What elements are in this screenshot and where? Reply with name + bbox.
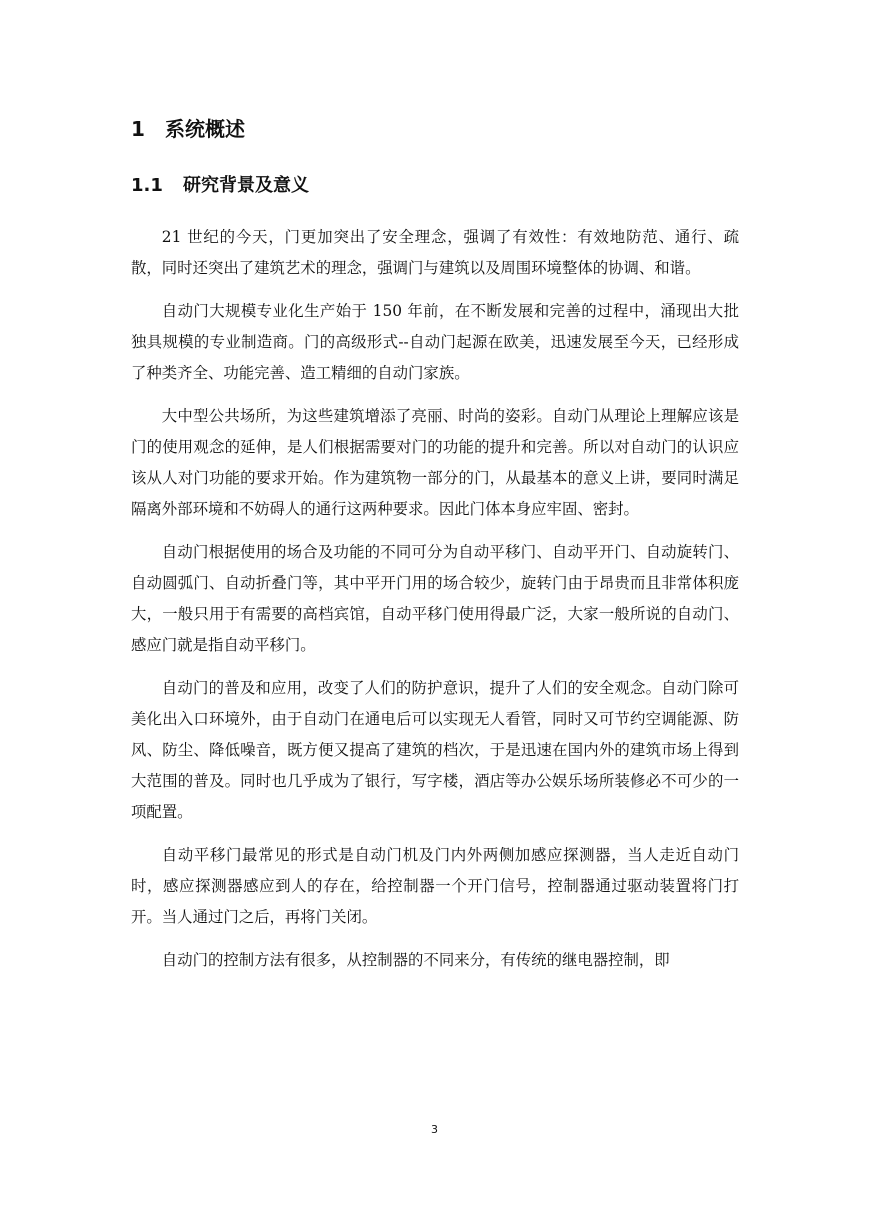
paragraph: 自动门根据使用的场合及功能的不同可分为自动平移门、自动平开门、自动旋转门、自动圆弧门、自动折叠门等，其中平开门用的场合较少，旋转门由于昂贵而且非常体积庞大，一般只用于有需要的高档宾馆，自动平移门使用得最广泛，大家一般所说的自动门、感应门就是指自动平移门。 xyxy=(131,543,739,654)
paragraph: 自动门大规模专业化生产始于 150 年前，在不断发展和完善的过程中，涌现出大批独具规模的专业制造商。门的高级形式--自动门起源在欧美，迅速发展至今天，已经形成了种类齐全、功能完善、造工精细的自动门家族。 xyxy=(131,302,739,382)
section-heading xyxy=(131,171,309,201)
section-title: 研究背景及意义 xyxy=(183,175,309,196)
paragraph: 大中型公共场所，为这些建筑增添了亮丽、时尚的姿彩。自动门从理论上理解应该是门的使用观念的延伸，是人们根据需要对门的功能的提升和完善。所以对自动门的认识应该从人对门功能的要求开始。作为建筑物一部分的门，从最基本的意义上讲，要同时满足隔离外部环境和不妨碍人的通行这两种要求。因此门体本身应牢固、密封。 xyxy=(131,407,739,518)
chapter-number: 1 xyxy=(131,117,145,141)
paragraph: 自动平移门最常见的形式是自动门机及门内外两侧加感应探测器，当人走近自动门时，感应探测器感应到人的存在，给控制器一个开门信号，控制器通过驱动装置将门打开。当人通过门之后，再将门关闭。 xyxy=(131,846,739,926)
body-text xyxy=(131,222,739,976)
paragraph: 21 世纪的今天，门更加突出了安全理念，强调了有效性：有效地防范、通行、疏散，同时还突出了建筑艺术的理念，强调门与建筑以及周围环境整体的协调、和谐。 xyxy=(131,228,739,277)
page-number: 3 xyxy=(431,1123,438,1136)
chapter-heading xyxy=(131,114,245,144)
section-number: 1.1 xyxy=(131,175,163,196)
paragraph: 自动门的普及和应用，改变了人们的防护意识，提升了人们的安全观念。自动门除可美化出入口环境外，由于自动门在通电后可以实现无人看管，同时又可节约空调能源、防风、防尘、降低噪音，既方便又提高了建筑的档次，于是迅速在国内外的建筑市场上得到大范围的普及。同时也几乎成为了银行，写字楼，酒店等办公娱乐场所装修必不可少的一项配置。 xyxy=(131,679,739,821)
chapter-title: 系统概述 xyxy=(165,117,245,141)
paragraph: 自动门的控制方法有很多，从控制器的不同来分，有传统的继电器控制，即 xyxy=(161,951,670,969)
